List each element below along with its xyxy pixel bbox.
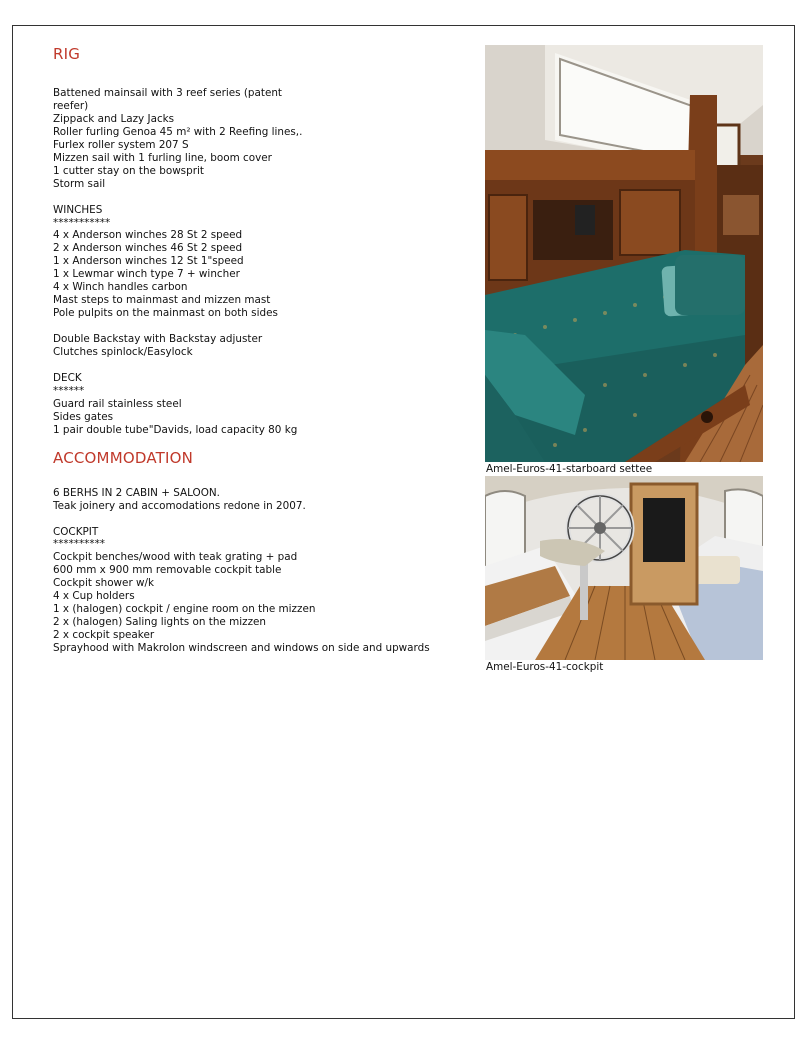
rig-line: reefer) xyxy=(53,99,89,112)
accommodation-title: ACCOMMODATION xyxy=(53,448,194,467)
rig-list xyxy=(53,87,433,191)
winches-line: 4 x Anderson winches 28 St 2 speed xyxy=(53,229,243,242)
winches-heading: WINCHES xyxy=(53,203,103,216)
rig-title: RIG xyxy=(53,45,81,63)
cockpit-list xyxy=(53,551,433,655)
cockpit-line: 4 x Cup holders xyxy=(53,590,135,603)
winches-stars: *********** xyxy=(53,216,111,229)
accommodation-line: 6 BERHS IN 2 CABIN + SALOON. xyxy=(53,486,220,499)
saloon-settee-photo xyxy=(485,45,763,462)
rig-line: Roller furling Genoa 45 m² with 2 Reefing lines,. xyxy=(53,125,303,138)
deck-line: 1 pair double tube"Davids, load capacity 80 kg xyxy=(53,423,298,436)
backstay-line: Clutches spinlock/Easylock xyxy=(53,346,193,359)
winches-line: Mast steps to mainmast and mizzen mast xyxy=(53,294,271,307)
cockpit-line: Cockpit shower w/k xyxy=(53,577,155,590)
rig-line: Storm sail xyxy=(53,177,106,190)
cockpit-line: Sprayhood with Makrolon windscreen and windows on side and upwards xyxy=(53,642,430,655)
deck-line: Sides gates xyxy=(53,410,114,423)
backstay-line: Double Backstay with Backstay adjuster xyxy=(53,333,263,346)
rig-line: Mizzen sail with 1 furling line, boom cover xyxy=(53,151,272,164)
winches-line: 4 x Winch handles carbon xyxy=(53,281,188,294)
rig-line: 1 cutter stay on the bowsprit xyxy=(53,164,204,177)
accommodation-list xyxy=(53,487,433,513)
cockpit-heading: COCKPIT xyxy=(53,525,99,538)
cockpit-line: 2 x (halogen) Saling lights on the mizzen xyxy=(53,616,267,629)
deck-stars: ****** xyxy=(53,384,85,397)
cockpit-line: Cockpit benches/wood with teak grating + pad xyxy=(53,551,298,564)
cockpit-line: 2 x cockpit speaker xyxy=(53,629,155,642)
winches-line: 2 x Anderson winches 46 St 2 speed xyxy=(53,242,243,255)
cockpit-stars: ********** xyxy=(53,538,105,551)
winches-line: 1 x Lewmar winch type 7 + wincher xyxy=(53,268,240,281)
winches-line: Pole pulpits on the mainmast on both sides xyxy=(53,307,278,320)
rig-line: Furlex roller system 207 S xyxy=(53,138,189,151)
cockpit-line: 600 mm x 900 mm removable cockpit table xyxy=(53,564,282,577)
deck-list xyxy=(53,398,433,437)
deck-line: Guard rail stainless steel xyxy=(53,397,182,410)
rig-line: Battened mainsail with 3 reef series (patent xyxy=(53,87,282,99)
rig-line: Zippack and Lazy Jacks xyxy=(53,112,175,125)
backstay-list xyxy=(53,333,433,359)
deck-heading: DECK xyxy=(53,371,82,384)
cockpit-line: 1 x (halogen) cockpit / engine room on the mizzen xyxy=(53,603,316,616)
cockpit-photo xyxy=(485,476,763,660)
accommodation-line: Teak joinery and accomodations redone in 2007. xyxy=(53,499,306,512)
winches-list xyxy=(53,229,433,320)
cockpit-photo-caption: Amel-Euros-41-cockpit xyxy=(486,661,604,673)
spec-column xyxy=(53,44,433,655)
settee-photo-caption: Amel-Euros-41-starboard settee xyxy=(486,463,653,475)
winches-line: 1 x Anderson winches 12 St 1"speed xyxy=(53,255,244,268)
